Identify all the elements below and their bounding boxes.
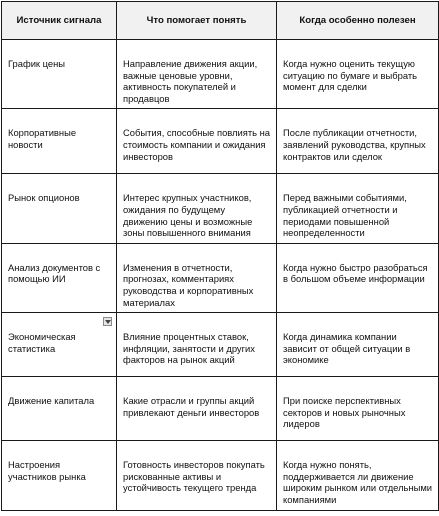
cell-source-text: Настроения участников рынка (8, 459, 86, 482)
cell-when-text: Когда динамика компании зависит от общей ситуации в экономике (283, 331, 411, 366)
signals-table (1, 1, 439, 511)
cell-when[interactable] (277, 243, 439, 312)
cell-when-text: Когда нужно оценить текущую ситуацию по бумаге и выбрать момент для сделки (283, 58, 418, 93)
header-when[interactable]: Когда особенно полезен (277, 2, 439, 40)
cell-meaning-text: Какие отрасли и группы акций привлекают деньги инвесторов (123, 395, 260, 418)
table-row (2, 313, 439, 377)
header-meaning[interactable]: Что помогает понять (117, 2, 277, 40)
table-row (2, 243, 439, 312)
cell-meaning-text: Направление движения акции, важные ценовые уровни, активность покупателей и продавцов (123, 58, 258, 104)
cell-source-text: Анализ документов с помощью ИИ (8, 261, 101, 285)
cell-source[interactable] (2, 109, 117, 174)
cell-when[interactable] (277, 441, 439, 510)
cell-source[interactable] (2, 174, 117, 243)
cell-source-text: Движение капитала (8, 395, 95, 407)
spreadsheet-sheet (1, 1, 438, 514)
header-source[interactable]: Источник сигнала (2, 2, 117, 40)
cell-meaning[interactable] (117, 313, 277, 377)
cell-meaning[interactable] (117, 441, 277, 510)
cell-when[interactable] (277, 109, 439, 174)
cell-meaning-text: Влияние процентных ставок, инфляции, занятости и других факторов на рынок акций (123, 331, 255, 366)
cell-source-text: График цены (8, 58, 66, 69)
table-row (2, 377, 439, 441)
table-row (2, 441, 439, 510)
cell-meaning[interactable] (117, 40, 277, 109)
cell-source[interactable] (2, 313, 117, 377)
cell-meaning[interactable] (117, 109, 277, 174)
cell-when[interactable] (277, 40, 439, 109)
chevron-down-icon[interactable] (103, 317, 112, 326)
cell-when[interactable] (277, 313, 439, 377)
table-row (2, 40, 439, 109)
cell-source-text: Рынок опционов (8, 192, 80, 204)
table-row (2, 174, 439, 243)
cell-meaning-text: События, способные повлиять на стоимость компании и ожидания инвесторов (123, 127, 271, 162)
cell-source[interactable] (2, 40, 117, 109)
cell-when[interactable] (277, 377, 439, 441)
table-row (2, 109, 439, 174)
cell-source[interactable] (2, 441, 117, 510)
cell-source-text: Экономическая статистика (8, 331, 76, 354)
cell-when-text: Перед важными событиями, публикацией отчетности и периодами повышенной неопределенности (283, 192, 407, 239)
cell-source-wrapper (2, 313, 116, 358)
table-header-row (2, 2, 439, 40)
cell-source[interactable] (2, 243, 117, 312)
cell-meaning[interactable] (117, 174, 277, 243)
cell-when-text: Когда нужно понять, поддерживается ли движение широким рынком или отдельными компаниями (283, 459, 433, 505)
cell-when-text: При поиске перспективных секторов и новых рыночных лидеров (283, 395, 406, 430)
cell-source-text: Корпоративные новости (8, 127, 77, 150)
cell-when-text: После публикации отчетности, заявлений руководства, крупных контрактов или сделок (283, 127, 426, 162)
cell-source[interactable] (2, 377, 117, 441)
cell-meaning[interactable] (117, 243, 277, 312)
cell-meaning-text: Готовность инвесторов покупать рискованные активы и устойчивость текущего тренда (123, 459, 265, 494)
cell-meaning-text: Интерес крупных участников, ожидания по будущему движению цены и возможные зоны повышенного внимания (123, 192, 253, 239)
cell-meaning[interactable] (117, 377, 277, 441)
cell-meaning-text: Изменения в отчетности, прогнозах, комментариях руководства и корпоративных материалах (123, 261, 254, 308)
cell-when[interactable] (277, 174, 439, 243)
cell-when-text: Когда нужно быстро разобраться в большом объеме информации (283, 261, 428, 285)
